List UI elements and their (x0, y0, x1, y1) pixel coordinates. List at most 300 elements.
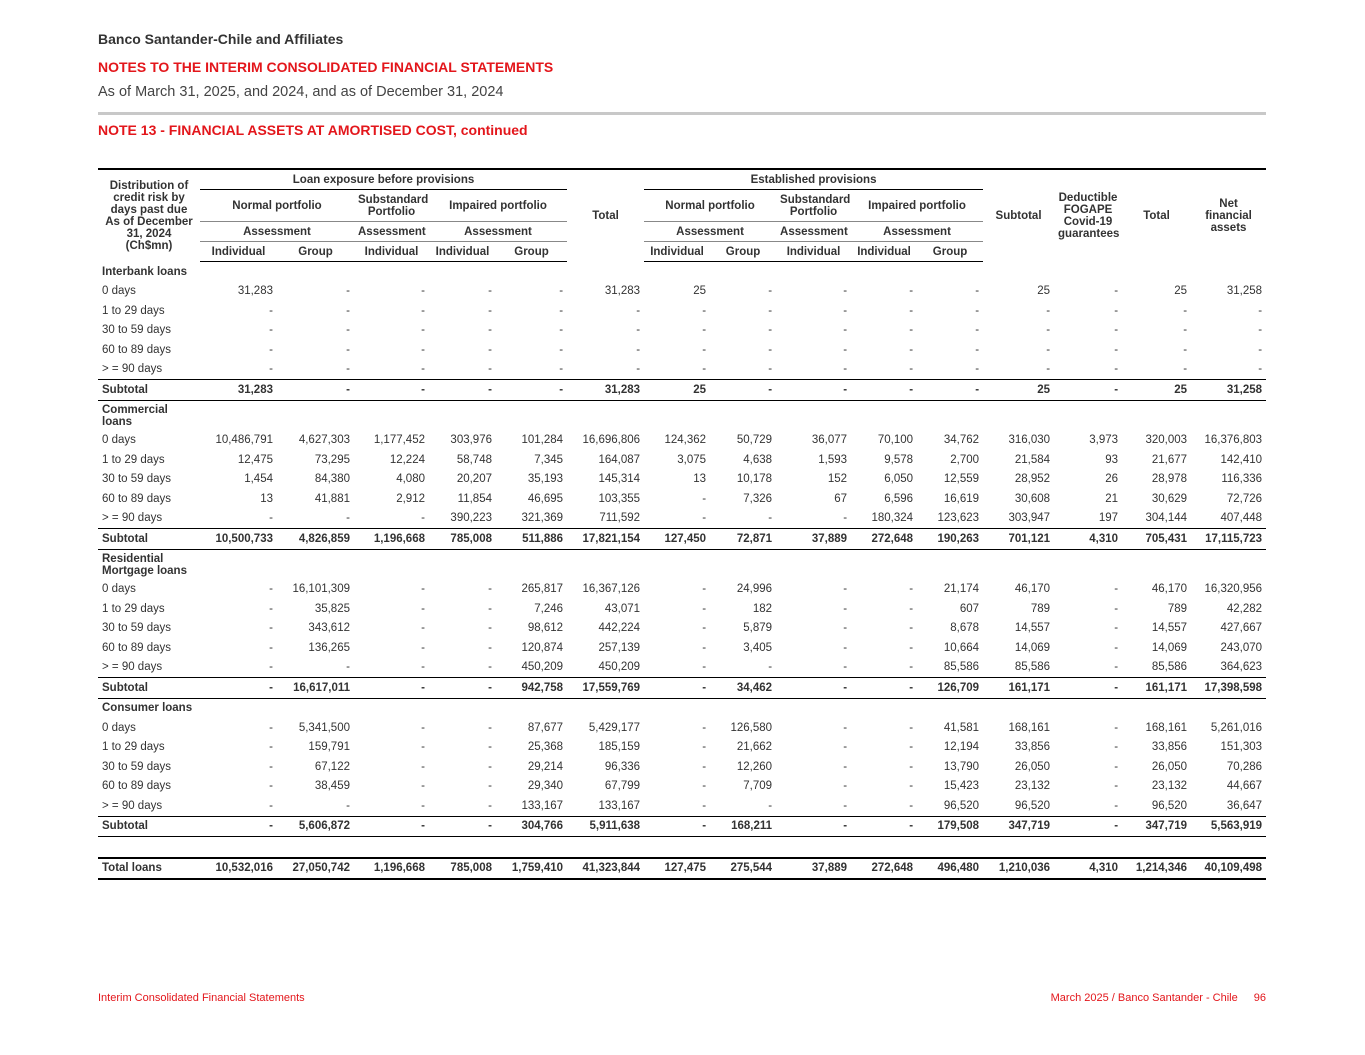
table-cell: - (975, 363, 980, 376)
table-cell: 304,144 (1145, 512, 1188, 525)
table-cell: - (421, 363, 425, 376)
row-label: Subtotal (98, 380, 200, 401)
table-cell: 31,258 (1226, 285, 1263, 298)
loan-exposure-header: Loan exposure before provisions (200, 169, 567, 190)
table-cell: 4,638 (743, 453, 773, 466)
assessment-header: Assessment (354, 222, 429, 242)
table-cell: - (768, 661, 773, 674)
table-cell: 41,881 (314, 492, 350, 505)
table-cell: 67,122 (314, 760, 350, 773)
table-cell: - (843, 760, 848, 773)
table-cell: 1,759,410 (496, 858, 567, 880)
table-cell: - (843, 324, 848, 337)
table-cell: 705,431 (1122, 529, 1191, 550)
table-cell: 711,592 (599, 512, 641, 525)
table-cell: 25 (1037, 285, 1051, 298)
row-label: 30 to 59 days (102, 324, 172, 337)
table-cell: 16,376,803 (1204, 434, 1263, 447)
table-cell: - (909, 721, 914, 734)
table-cell: - (843, 363, 848, 376)
table-cell: - (429, 678, 496, 699)
table-cell: - (843, 780, 848, 793)
table-cell: 13,790 (943, 760, 980, 773)
row-label: 30 to 59 days (102, 473, 172, 486)
row-label: 0 days (102, 285, 136, 298)
table-cell: - (1114, 583, 1119, 596)
table-cell: - (702, 304, 707, 317)
table-cell: - (1114, 721, 1119, 734)
assessment-header: Assessment (851, 222, 983, 242)
table-cell: 3,405 (743, 641, 773, 654)
table-cell: 1,214,346 (1122, 858, 1191, 880)
table-cell: - (269, 343, 273, 356)
table-cell: - (421, 324, 425, 337)
table-cell: 28,978 (1151, 473, 1188, 486)
table-cell: 16,696,806 (582, 434, 641, 447)
individual-header: Individual (851, 242, 917, 262)
company-name: Banco Santander-Chile and Affiliates (98, 31, 344, 47)
table-cell: - (277, 380, 354, 401)
table-cell: - (421, 780, 425, 793)
row-label: 1 to 29 days (102, 304, 165, 317)
row-label: Total loans (98, 858, 200, 880)
table-cell: 25 (983, 380, 1054, 401)
section-row (98, 400, 1266, 431)
table-cell: - (269, 622, 273, 635)
row-label: 60 to 89 days (102, 641, 172, 654)
row-label: 0 days (102, 434, 136, 447)
table-cell: - (200, 816, 277, 837)
table-cell: - (1183, 343, 1188, 356)
normal-portfolio-header: Normal portfolio (200, 190, 354, 222)
table-cell: 42,282 (1226, 602, 1263, 615)
table-cell: 30,608 (1014, 492, 1051, 505)
table-cell: - (421, 583, 425, 596)
table-cell: 14,069 (1151, 641, 1188, 654)
table-cell: 72,871 (710, 529, 776, 550)
table-cell: 34,762 (943, 434, 980, 447)
table-cell: 14,557 (1014, 622, 1051, 635)
table-cell: 96,336 (604, 760, 641, 773)
table-cell: 31,283 (200, 380, 277, 401)
table-cell: - (909, 622, 914, 635)
table-cell: 35,193 (527, 473, 564, 486)
table-cell: 16,320,956 (1204, 583, 1263, 596)
table-cell: - (843, 641, 848, 654)
table-cell: - (768, 285, 773, 298)
table-cell: - (269, 304, 273, 317)
table-cell: - (421, 304, 425, 317)
table-row (98, 738, 1266, 758)
row-label: > = 90 days (102, 799, 163, 812)
table-row (98, 509, 1266, 529)
section-label: Consumer loans (102, 702, 193, 715)
table-cell: - (1258, 363, 1263, 376)
table-cell: - (702, 324, 707, 337)
table-cell: 41,323,844 (567, 858, 644, 880)
table-cell: 73,295 (314, 453, 350, 466)
table-cell: - (702, 741, 707, 754)
table-cell: 25 (693, 285, 707, 298)
table-cell: 21,677 (1151, 453, 1188, 466)
table-cell: - (269, 760, 273, 773)
table-cell: - (843, 622, 848, 635)
table-cell: 133,167 (521, 799, 564, 812)
row-label: > = 90 days (102, 363, 163, 376)
table-cell: 789 (1167, 602, 1188, 615)
table-cell: 7,246 (534, 602, 564, 615)
section-row (98, 262, 1266, 282)
table-cell: 14,557 (1151, 622, 1188, 635)
table-cell: 442,224 (598, 622, 641, 635)
table-cell: 789 (1030, 602, 1051, 615)
table-cell: 1,196,668 (354, 529, 429, 550)
table-cell: 316,030 (1008, 434, 1051, 447)
table-cell: 31,258 (1191, 380, 1266, 401)
table-cell: - (1258, 304, 1263, 317)
table-row (98, 431, 1266, 451)
table-cell: - (776, 380, 851, 401)
table-cell: - (909, 583, 914, 596)
table-cell: 5,606,872 (277, 816, 354, 837)
subtotal-row (98, 816, 1266, 837)
table-cell: 21 (1105, 492, 1119, 505)
table-cell: 13 (693, 473, 707, 486)
table-cell: 26,050 (1151, 760, 1188, 773)
group-header: Group (496, 242, 567, 262)
table-cell: - (702, 583, 707, 596)
table-cell: - (909, 661, 914, 674)
credit-risk-table (98, 168, 1266, 880)
table-cell: 46,170 (1014, 583, 1051, 596)
table-cell: - (843, 343, 848, 356)
as-of-date: As of March 31, 2025, and 2024, and as of December 31, 2024 (98, 84, 504, 100)
substandard-portfolio-header: Substandard Portfolio (776, 190, 851, 222)
table-cell: 46,695 (527, 492, 564, 505)
table-cell: 5,911,638 (567, 816, 644, 837)
table-cell: - (421, 799, 425, 812)
table-cell: - (843, 285, 848, 298)
table-cell: 21,662 (736, 741, 773, 754)
table-cell: 34,462 (710, 678, 776, 699)
table-row (98, 718, 1266, 738)
table-cell: 303,947 (1008, 512, 1051, 525)
table-cell: 304,766 (496, 816, 567, 837)
table-cell: 159,791 (308, 741, 350, 754)
table-cell: 4,310 (1054, 529, 1122, 550)
table-cell: - (346, 799, 350, 812)
table-cell: - (354, 678, 429, 699)
table-row (98, 340, 1266, 360)
table-cell: 98,612 (527, 622, 564, 635)
table-cell: 7,345 (534, 453, 564, 466)
table-cell: - (488, 780, 492, 793)
table-cell: - (421, 741, 425, 754)
table-cell: - (1114, 799, 1119, 812)
table-cell: 126,580 (730, 721, 773, 734)
table-cell: - (843, 512, 848, 525)
table-cell: - (269, 583, 273, 596)
row-label: 1 to 29 days (102, 602, 165, 615)
table-cell: - (421, 602, 425, 615)
table-cell: - (354, 816, 429, 837)
table-cell: 5,341,500 (298, 721, 350, 734)
row-label: Subtotal (98, 816, 200, 837)
table-cell: - (843, 741, 848, 754)
table-cell: - (702, 661, 707, 674)
table-cell: - (1183, 363, 1188, 376)
section-spacer (200, 698, 1266, 718)
table-cell: 1,177,452 (373, 434, 425, 447)
table-cell: - (702, 641, 707, 654)
table-cell: 123,623 (937, 512, 980, 525)
table-cell: 10,664 (943, 641, 980, 654)
table-cell: 1,196,668 (354, 858, 429, 880)
section-row (98, 698, 1266, 718)
table-cell: 243,070 (1220, 641, 1263, 654)
table-cell: 180,324 (871, 512, 914, 525)
page-number: 96 (1253, 992, 1266, 1004)
table-cell: - (702, 492, 707, 505)
table-cell: 20,207 (456, 473, 492, 486)
table-cell: 37,889 (776, 858, 851, 880)
subtotal-row (98, 380, 1266, 401)
table-cell: 21,584 (1014, 453, 1051, 466)
table-cell: - (1183, 324, 1188, 337)
table-cell: 145,314 (598, 473, 641, 486)
table-cell: 6,050 (884, 473, 914, 486)
table-cell: - (488, 741, 492, 754)
table-cell: 9,578 (884, 453, 914, 466)
individual-header: Individual (200, 242, 277, 262)
table-cell: 12,194 (943, 741, 980, 754)
table-row (98, 360, 1266, 380)
table-cell: - (346, 512, 350, 525)
row-label: 0 days (102, 583, 136, 596)
table-cell: 5,261,016 (1210, 721, 1263, 734)
table-cell: - (488, 583, 492, 596)
table-row (98, 450, 1266, 470)
table-cell: 151,303 (1220, 741, 1263, 754)
table-cell: 3,075 (677, 453, 707, 466)
table-cell: - (269, 324, 273, 337)
table-cell: - (909, 602, 914, 615)
row-label: 60 to 89 days (102, 780, 172, 793)
table-cell: 84,380 (314, 473, 350, 486)
table-cell: 11,854 (457, 492, 492, 505)
table-cell: 10,532,016 (200, 858, 277, 880)
table-cell: - (488, 721, 492, 734)
table-cell: 321,369 (521, 512, 564, 525)
table-cell: 16,619 (943, 492, 980, 505)
table-cell: - (1114, 304, 1119, 317)
table-cell: 127,450 (644, 529, 710, 550)
table-cell: 17,398,598 (1191, 678, 1266, 699)
table-cell: - (843, 583, 848, 596)
table-cell: 17,821,154 (567, 529, 644, 550)
individual-header: Individual (429, 242, 496, 262)
spacer-row (98, 837, 1266, 858)
row-label: 30 to 59 days (102, 760, 172, 773)
table-row (98, 796, 1266, 816)
table-cell: - (1114, 780, 1119, 793)
table-cell: - (909, 343, 914, 356)
table-cell: 197 (1098, 512, 1119, 525)
table-cell: - (702, 760, 707, 773)
assessment-header: Assessment (644, 222, 776, 242)
table-cell: - (702, 363, 707, 376)
table-cell: 25,368 (527, 741, 564, 754)
table-cell: - (1258, 343, 1263, 356)
table-cell: 31,283 (237, 285, 273, 298)
table-cell: 190,263 (917, 529, 983, 550)
table-cell: - (851, 380, 917, 401)
table-row (98, 777, 1266, 797)
section-spacer (200, 400, 1266, 431)
table-cell: 5,563,919 (1191, 816, 1266, 837)
table-cell: 511,886 (496, 529, 567, 550)
section-label: Interbank loans (102, 265, 187, 278)
table-cell: - (1054, 678, 1122, 699)
table-cell: - (269, 780, 273, 793)
table-cell: 35,825 (314, 602, 350, 615)
table-cell: - (1114, 741, 1119, 754)
table-cell: 24,996 (736, 583, 773, 596)
table-cell: - (496, 380, 567, 401)
table-cell: 44,667 (1226, 780, 1263, 793)
table-cell: - (1114, 661, 1119, 674)
notes-title: NOTES TO THE INTERIM CONSOLIDATED FINANCIAL STATEMENTS (98, 59, 554, 75)
table-cell: 142,410 (1220, 453, 1263, 466)
table-cell: - (1114, 324, 1119, 337)
table-cell: 785,008 (429, 529, 496, 550)
table-cell: 12,475 (237, 453, 273, 466)
group-header: Group (917, 242, 983, 262)
table-cell: - (269, 721, 273, 734)
table-row (98, 619, 1266, 639)
group-header: Group (710, 242, 776, 262)
table-cell: - (975, 324, 980, 337)
table-cell: - (421, 661, 425, 674)
table-row (98, 599, 1266, 619)
table-cell: - (909, 363, 914, 376)
table-cell: 2,700 (950, 453, 980, 466)
table-cell: 10,178 (736, 473, 773, 486)
table-row (98, 489, 1266, 509)
table-body (98, 262, 1266, 880)
subtotal-header: Subtotal (983, 169, 1054, 262)
total-header-2: Total (1122, 169, 1191, 262)
table-cell: 30,629 (1151, 492, 1188, 505)
table-cell: 36,077 (811, 434, 848, 447)
table-cell: - (909, 780, 914, 793)
table-cell: 67,799 (604, 780, 641, 793)
table-cell: 31,283 (567, 380, 644, 401)
table-cell: 164,087 (598, 453, 641, 466)
table-cell: - (702, 343, 707, 356)
table-cell: - (488, 602, 492, 615)
table-cell: 10,500,733 (200, 529, 277, 550)
normal-portfolio-header: Normal portfolio (644, 190, 776, 222)
table-cell: 29,340 (527, 780, 564, 793)
table-cell: 33,856 (1151, 741, 1188, 754)
table-cell: 29,214 (527, 760, 564, 773)
table-cell: - (636, 304, 641, 317)
table-row (98, 658, 1266, 678)
table-cell: 785,008 (429, 858, 496, 880)
table-cell: - (1054, 816, 1122, 837)
table-cell: - (421, 343, 425, 356)
table-cell: 124,362 (664, 434, 707, 447)
table-cell: 96,520 (1151, 799, 1188, 812)
table-cell: - (851, 816, 917, 837)
table-cell: 101,284 (521, 434, 564, 447)
table-row (98, 638, 1266, 658)
table-cell: 28,952 (1014, 473, 1051, 486)
table-cell: - (200, 678, 277, 699)
table-cell: 4,627,303 (298, 434, 350, 447)
table-cell: - (768, 799, 773, 812)
table-cell: 390,223 (450, 512, 492, 525)
table-cell: - (269, 602, 273, 615)
table-cell: 93 (1105, 453, 1119, 466)
table-cell: 85,586 (1151, 661, 1188, 674)
table-cell: - (702, 512, 707, 525)
table-cell: - (1046, 343, 1051, 356)
table-cell: - (768, 324, 773, 337)
table-cell: 942,758 (496, 678, 567, 699)
table-cell: - (354, 380, 429, 401)
assessment-header: Assessment (200, 222, 354, 242)
table-cell: 38,459 (314, 780, 350, 793)
table-cell: 36,647 (1226, 799, 1263, 812)
row-label: Subtotal (98, 678, 200, 699)
table-cell: 496,480 (917, 858, 983, 880)
table-cell: - (909, 760, 914, 773)
table-cell: 450,209 (521, 661, 564, 674)
table-cell: 70,286 (1226, 760, 1263, 773)
table-cell: - (559, 285, 564, 298)
table-cell: - (1114, 622, 1119, 635)
table-cell: 272,648 (851, 858, 917, 880)
table-cell: - (421, 721, 425, 734)
table-cell: 7,326 (743, 492, 773, 505)
table-cell: 168,161 (1008, 721, 1051, 734)
row-label: 30 to 59 days (102, 622, 172, 635)
table-cell: - (346, 661, 350, 674)
table-cell: 17,559,769 (567, 678, 644, 699)
table-cell: - (488, 285, 492, 298)
table-cell: 26,050 (1014, 760, 1051, 773)
table-cell: 25 (1174, 285, 1188, 298)
table-cell: 96,520 (1014, 799, 1051, 812)
table-cell: - (269, 641, 273, 654)
table-cell: 16,101,309 (292, 583, 350, 596)
subtotal-row (98, 678, 1266, 699)
table-cell: - (776, 678, 851, 699)
row-label: 60 to 89 days (102, 492, 172, 505)
table-cell: 14,069 (1014, 641, 1051, 654)
table-cell: - (702, 602, 707, 615)
table-cell: - (488, 343, 492, 356)
table-cell: - (559, 343, 564, 356)
table-cell: 2,912 (396, 492, 425, 505)
table-cell: 364,623 (1220, 661, 1263, 674)
individual-header: Individual (776, 242, 851, 262)
table-cell: 85,586 (943, 661, 980, 674)
table-cell: 136,265 (308, 641, 350, 654)
section-row (98, 549, 1266, 580)
